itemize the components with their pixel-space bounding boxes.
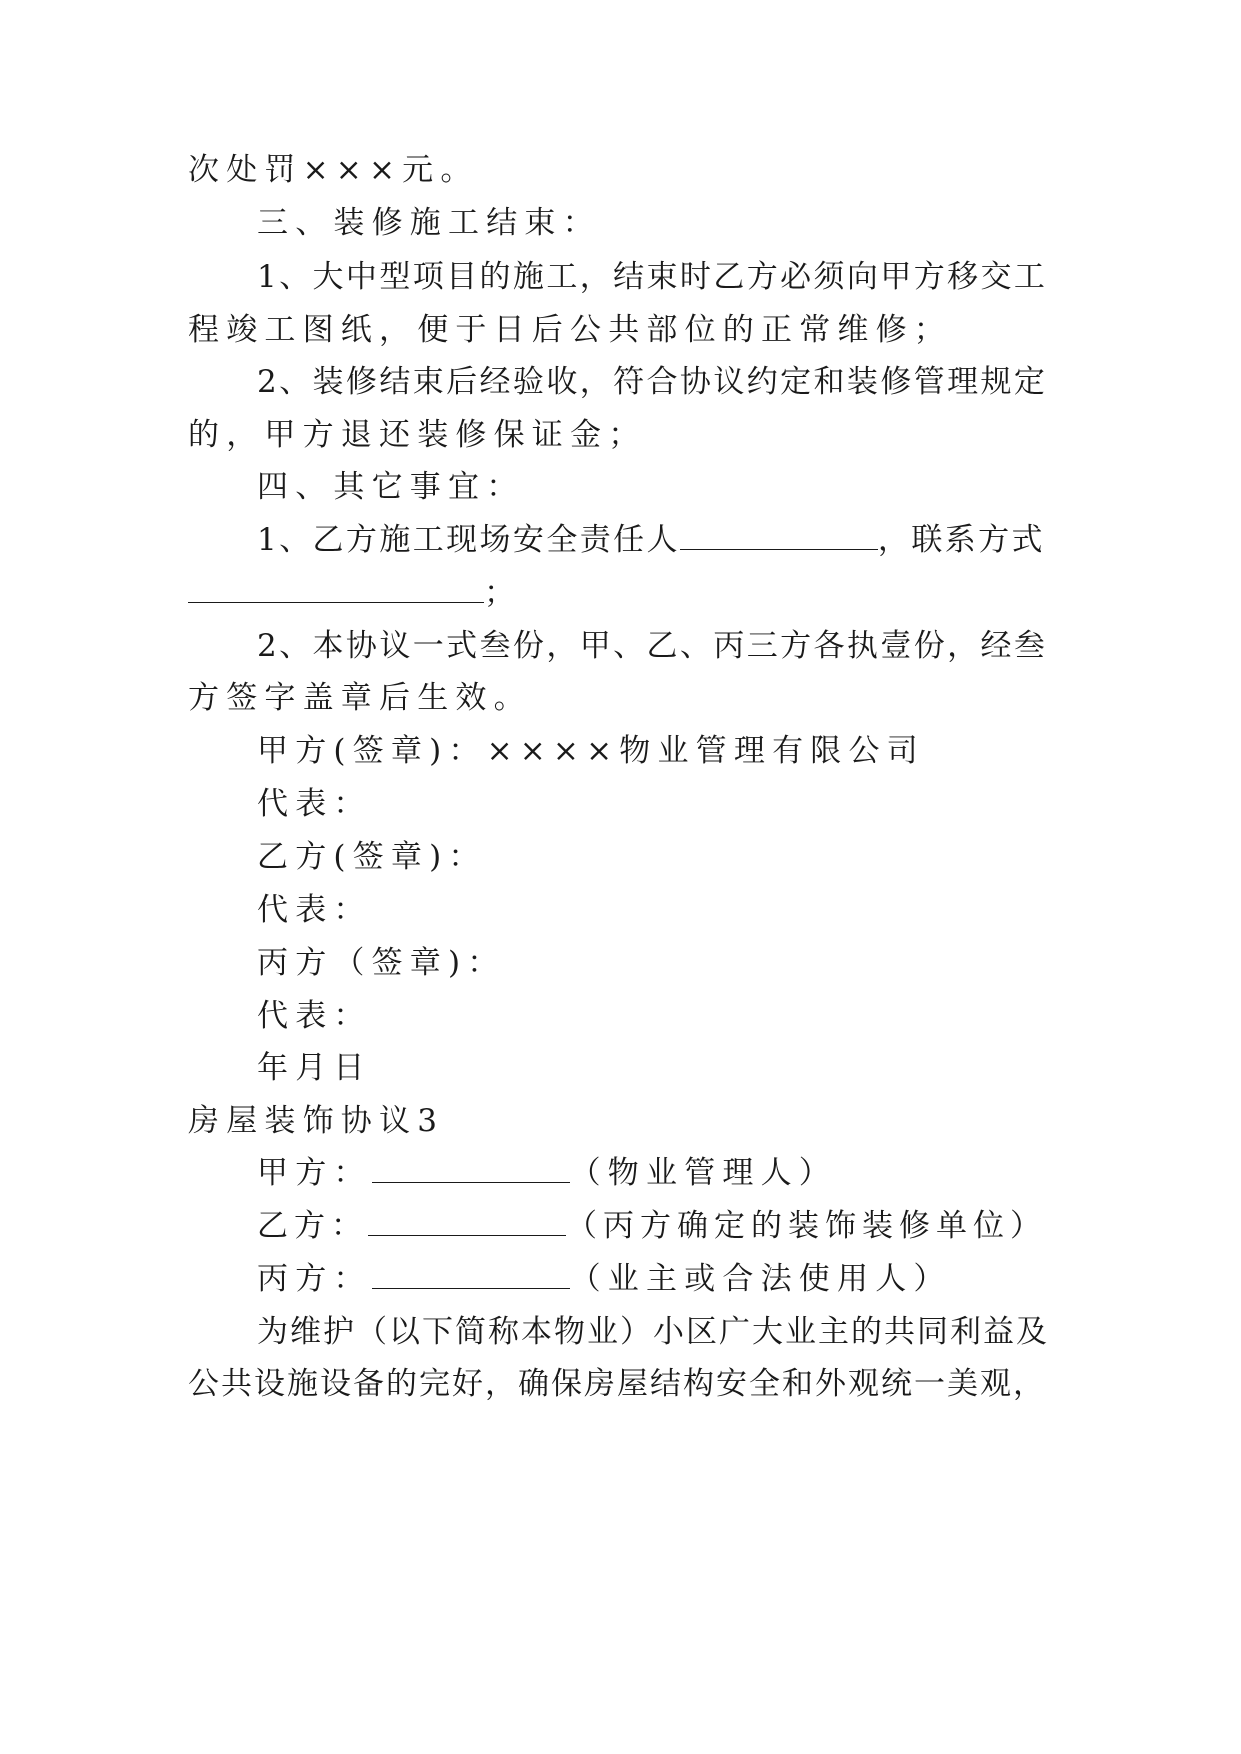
- line-text: 年月日: [257, 1050, 372, 1086]
- text-line: [257, 626, 1047, 666]
- text-line: [257, 1312, 1049, 1352]
- heading-text: 三、装修施工结束：: [257, 205, 601, 241]
- line-text: 甲方：: [257, 1155, 372, 1191]
- signature-line: [257, 890, 372, 930]
- line-text: 为维护（以下简称本物业）小区广大业主的共同利益及: [257, 1314, 1049, 1350]
- line-text: 1、大中型项目的施工，结束时乙方必须向甲方移交工: [257, 259, 1048, 295]
- line-text: 程竣工图纸，便于日后公共部位的正常维修；: [188, 312, 952, 348]
- line-text: 丙方（签章)：: [257, 945, 506, 981]
- signature-line: [257, 837, 487, 877]
- text-line: [188, 415, 646, 455]
- party-line: [257, 1153, 837, 1193]
- signature-line: [257, 784, 372, 824]
- line-text: 代表：: [257, 998, 372, 1034]
- fill-in-blank: [372, 1154, 570, 1183]
- line-text: 的，甲方退还装修保证金；: [188, 417, 647, 453]
- text-line: [188, 678, 532, 718]
- line-text: 公共设施设备的完好，确保房屋结构安全和外观统一美观，: [188, 1366, 1046, 1402]
- signature-line: [257, 731, 925, 771]
- text-line: [188, 150, 479, 190]
- signature-line: [257, 996, 372, 1036]
- section-heading: [257, 467, 524, 507]
- line-text: 丙方：: [257, 1261, 372, 1297]
- line-text: 乙方(签章)：: [257, 839, 487, 875]
- line-text: 次处罚×××元。: [188, 152, 479, 188]
- title-text: 房屋装饰协议3: [188, 1103, 445, 1139]
- fill-in-blank: [680, 521, 878, 550]
- line-text: ，联系方式: [877, 522, 1045, 558]
- section-heading: [257, 203, 601, 243]
- line-text: ；: [484, 575, 523, 611]
- document-title: [188, 1101, 444, 1141]
- fill-in-blank: [368, 1207, 566, 1236]
- line-text: 方签字盖章后生效。: [188, 680, 532, 716]
- line-text: （物业管理人）: [569, 1155, 838, 1191]
- line-text: 2、本协议一式叁份，甲、乙、丙三方各执壹份，经叁: [257, 628, 1048, 664]
- text-line: [257, 520, 1045, 560]
- text-line: [188, 573, 522, 613]
- party-line: [257, 1259, 952, 1299]
- text-line: [188, 1364, 1046, 1404]
- fill-in-blank: [372, 1260, 570, 1289]
- date-line: [257, 1048, 372, 1088]
- text-line: [257, 362, 1047, 402]
- line-text: 2、装修结束后经验收，符合协议约定和装修管理规定: [257, 364, 1048, 400]
- line-text: （丙方确定的装饰装修单位）: [566, 1208, 1047, 1244]
- text-line: [188, 310, 952, 350]
- line-text: 乙方：: [257, 1208, 368, 1244]
- text-line: [257, 257, 1047, 297]
- line-text: （业主或合法使用人）: [569, 1261, 952, 1297]
- line-text: 1、乙方施工现场安全责任人: [257, 522, 680, 558]
- line-text: 代表：: [257, 786, 372, 822]
- fill-in-blank: [188, 574, 484, 603]
- heading-text: 四、其它事宜：: [257, 469, 525, 505]
- line-text: 代表：: [257, 892, 372, 928]
- signature-line: [257, 943, 506, 983]
- line-text: 甲方(签章)：××××物业管理有限公司: [257, 733, 925, 769]
- party-line: [257, 1206, 1047, 1246]
